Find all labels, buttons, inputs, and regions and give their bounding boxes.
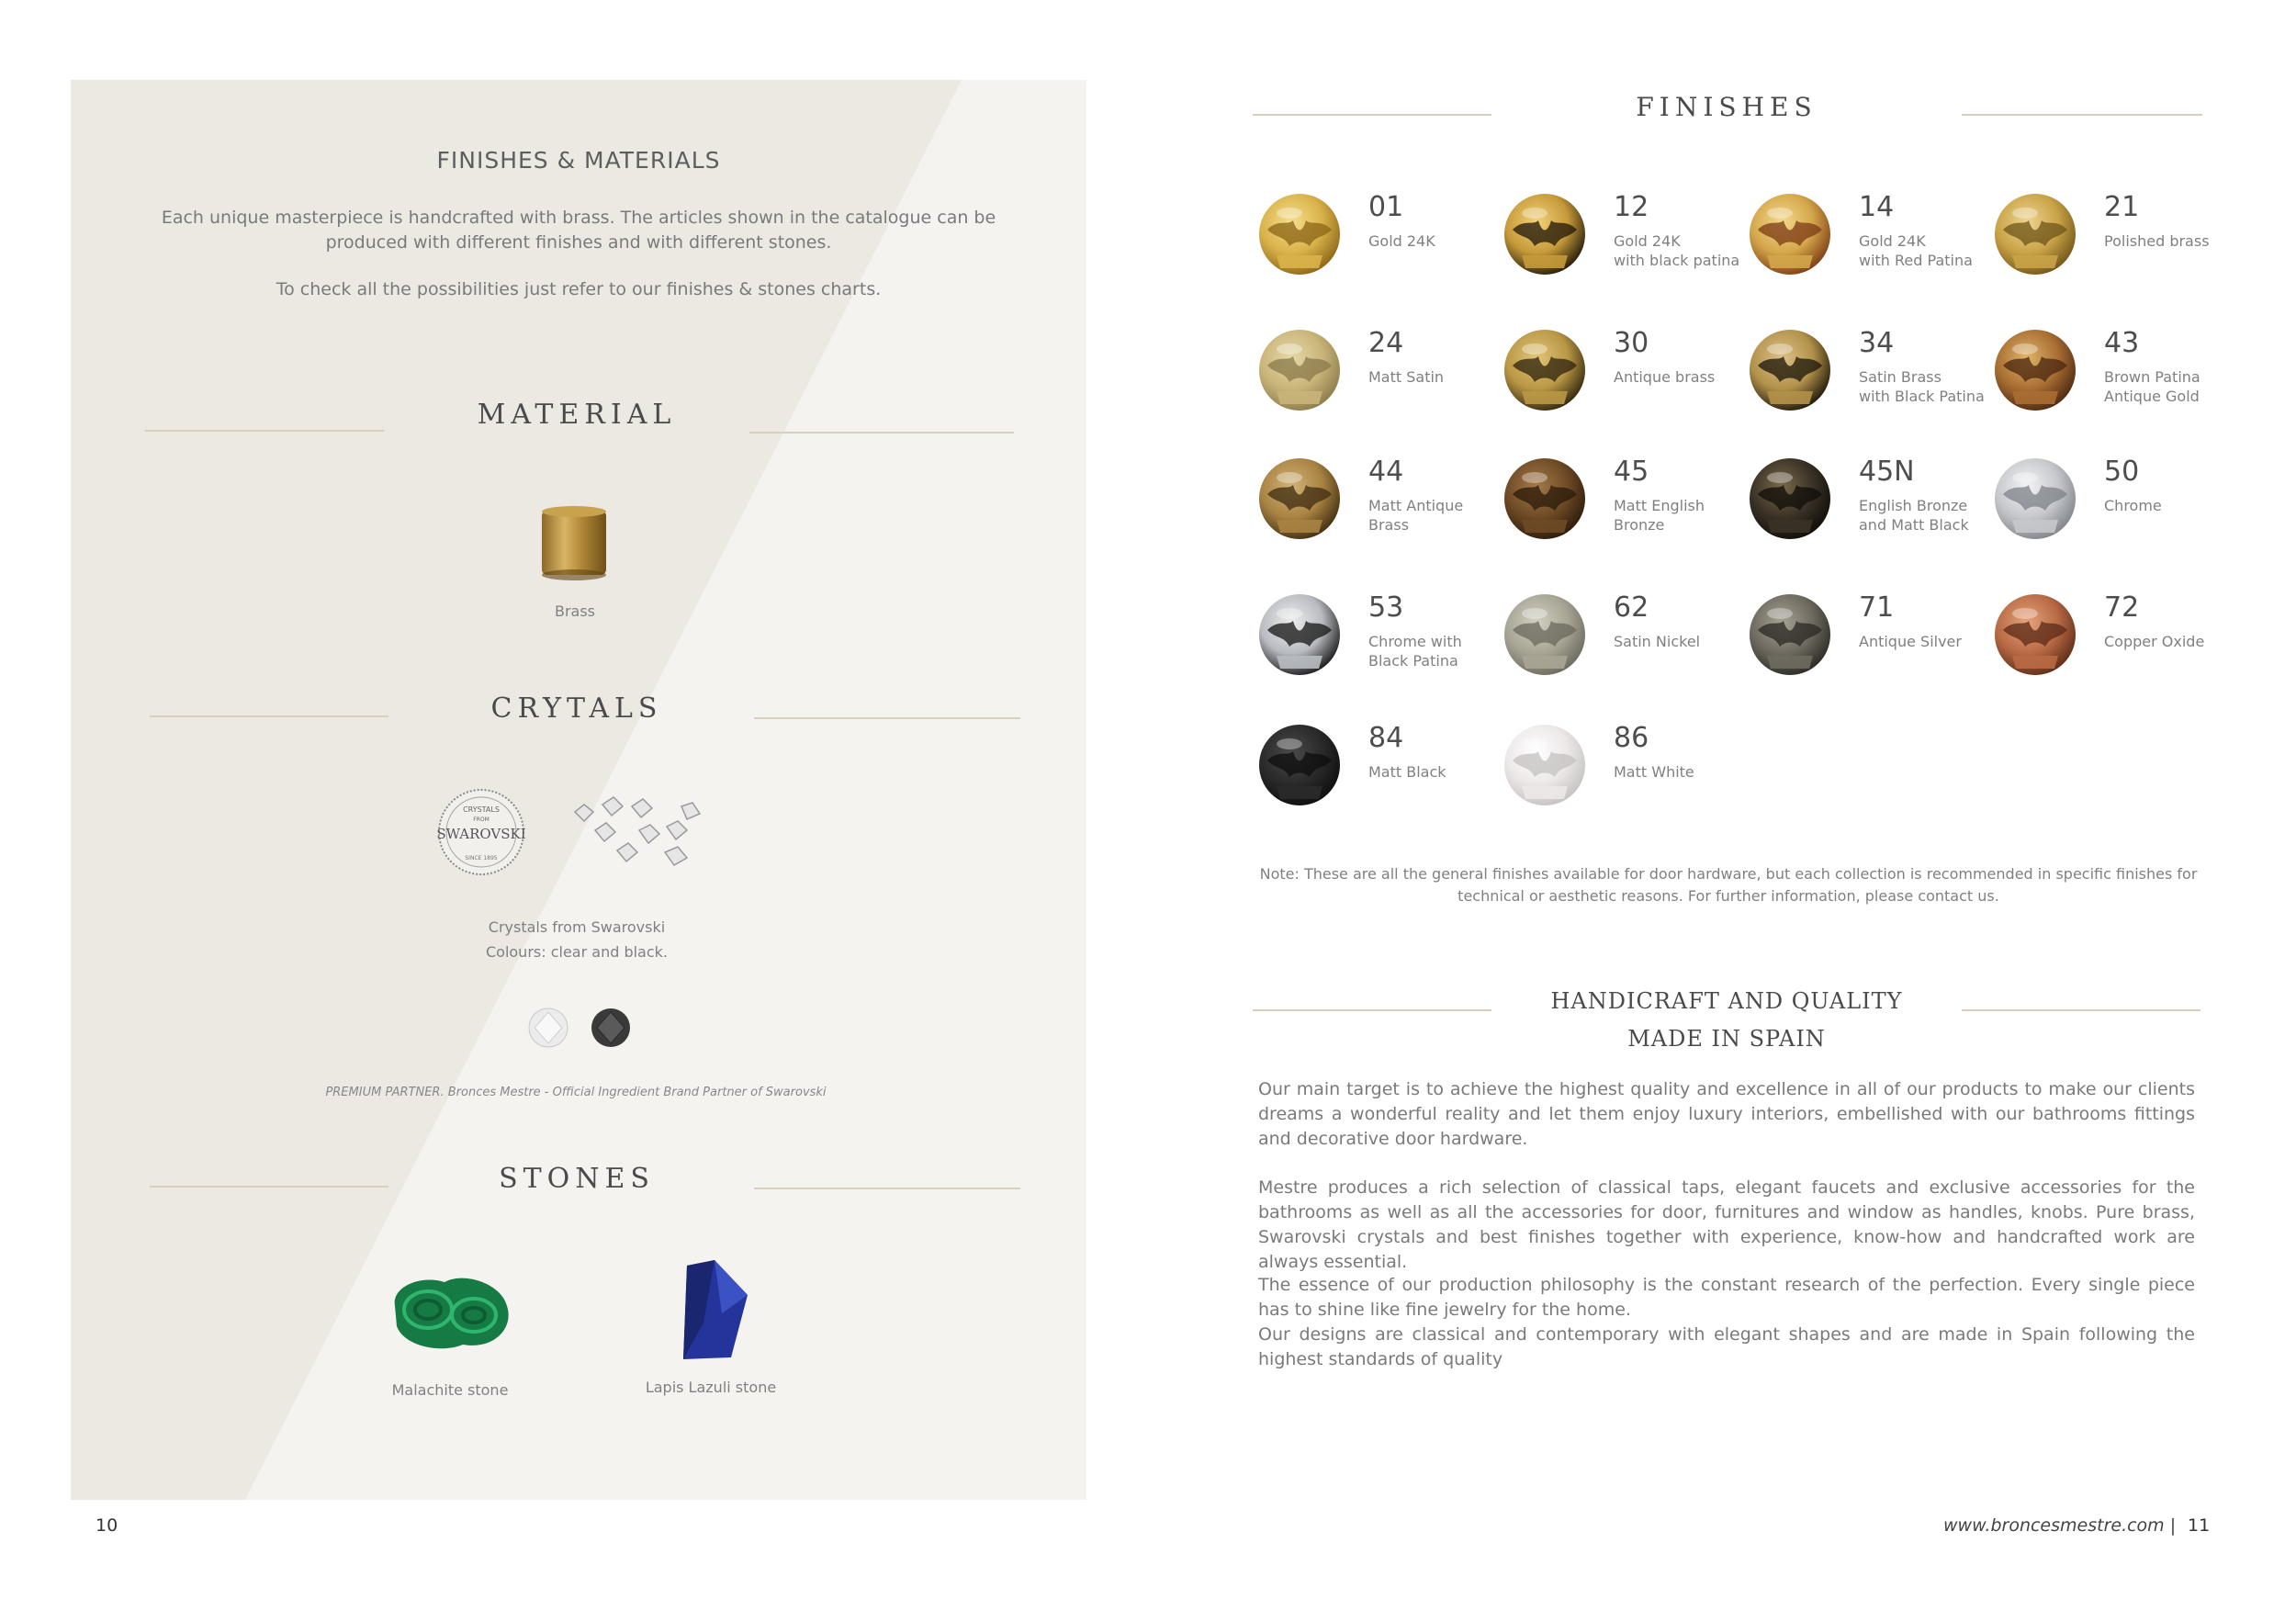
finishes-note-line-1: Note: These are all the general finishes available for door hardware, but each collection is recommended in specific finishes for [1259,865,2198,883]
handicraft-rule-right [1962,1009,2200,1011]
premium-partner-note: PREMIUM PARTNER. Bronces Mestre - Official Ingredient Brand Partner of Swarovski [325,1086,827,1099]
finish-name-12: Gold 24K with black patina [1614,232,1740,269]
finish-swatch-62 [1503,593,1586,676]
stones-rule-right [754,1188,1020,1189]
paragraph-1: Our main target is to achieve the highest quality and excellence in all of our products to make our clients dreams a wonderful reality and let them enjoy luxury interiors, embellished with our bathrooms fittings and decorative door hardware. [1258,1079,2195,1149]
crystals-title: CRYTALS [490,692,663,725]
finish-swatch-72 [1994,593,2077,676]
finish-name-01: Gold 24K [1368,232,1435,250]
svg-text:CRYSTALS: CRYSTALS [463,805,500,814]
finish-code-43: 43 [2104,327,2140,359]
finishes-note-line-2: technical or aesthetic reasons. For further information, please contact us. [1458,887,1999,905]
handicraft-rule-left [1253,1009,1491,1011]
brass-cylinder-image [538,503,610,582]
finish-code-01: 01 [1368,191,1404,223]
finish-code-12: 12 [1614,191,1649,223]
crystal-clear-swatch [527,1007,569,1049]
crystals-rule-right [754,717,1020,719]
finish-code-62: 62 [1614,591,1649,624]
finishes-materials-heading: FINISHES & MATERIALS [436,147,721,174]
finish-name-21: Polished brass [2104,232,2210,250]
finish-code-53: 53 [1368,591,1404,624]
handicraft-title-line-2: MADE IN SPAIN [1627,1026,1826,1052]
malachite-label: Malachite stone [391,1381,509,1399]
svg-text:SINCE 1895: SINCE 1895 [465,855,498,861]
intro-line-2: produced with different finishes and with different stones. [325,232,832,253]
finish-name-53: Chrome with Black Patina [1368,633,1462,670]
intro-line-3: To check all the possibilities just refer to our finishes & stones charts. [276,279,882,299]
finishes-rule-left [1253,114,1491,116]
loose-crystals-image [566,794,709,878]
finish-name-34: Satin Brass with Black Patina [1859,368,1985,405]
finishes-note [1253,863,2204,907]
finish-name-71: Antique Silver [1859,633,1962,650]
finish-swatch-43 [1994,329,2077,411]
finish-name-45: Matt English Bronze [1614,497,1705,534]
finish-code-72: 72 [2104,591,2140,624]
crystals-label-2: Colours: clear and black. [485,943,669,961]
material-title: MATERIAL [477,399,677,431]
finish-swatch-34 [1749,329,1831,411]
paragraph-2: Mestre produces a rich selection of classical taps, elegant faucets and exclusive accessories for the bathrooms as well as all the accessories for door, furnitures and window as handles, knobs. Pure brass, Swarovski crystals and best finishes together with experience, know-how and handcrafted work are always essential. [1258,1177,2195,1272]
finish-swatch-53 [1258,593,1341,676]
finish-name-24: Matt Satin [1368,368,1445,386]
finish-code-24: 24 [1368,327,1404,359]
finish-code-21: 21 [2104,191,2140,223]
website-url[interactable]: www.broncesmestre.com | [1943,1515,2177,1536]
material-rule-right [749,432,1014,433]
finish-name-86: Matt White [1614,763,1694,781]
malachite-stone-image [386,1269,514,1356]
finish-code-71: 71 [1859,591,1895,624]
finish-name-72: Copper Oxide [2104,633,2205,650]
finish-code-30: 30 [1614,327,1649,359]
finish-swatch-12 [1503,193,1586,276]
page-number-left: 10 [96,1515,118,1536]
svg-text:SWAROVSKI: SWAROVSKI [437,826,525,842]
lapis-label: Lapis Lazuli stone [645,1379,777,1396]
finish-swatch-44 [1258,457,1341,540]
finish-code-86: 86 [1614,722,1649,754]
svg-text:FROM: FROM [473,816,490,823]
finish-name-14: Gold 24K with Red Patina [1859,232,1973,269]
finish-name-45N: English Bronze and Matt Black [1859,497,1969,534]
finish-code-84: 84 [1368,722,1404,754]
finish-code-45: 45 [1614,456,1649,488]
finish-swatch-86 [1503,724,1586,806]
finish-name-30: Antique brass [1614,368,1716,386]
finish-name-62: Satin Nickel [1614,633,1701,650]
paragraph-3a: The essence of our production philosophy is the constant research of the perfection. Every single piece has to shine like fine jewelry for the home. [1258,1275,2195,1320]
finish-code-34: 34 [1859,327,1895,359]
finish-name-84: Matt Black [1368,763,1446,781]
lapis-lazuli-stone-image [676,1258,753,1361]
finish-swatch-84 [1258,724,1341,806]
finish-swatch-50 [1994,457,2077,540]
finish-code-50: 50 [2104,456,2140,488]
finish-code-45N: 45N [1859,456,1915,488]
finish-swatch-71 [1749,593,1831,676]
finish-code-14: 14 [1859,191,1895,223]
finish-swatch-21 [1994,193,2077,276]
crystals-rule-left [150,715,388,717]
finish-swatch-45 [1503,457,1586,540]
stones-rule-left [150,1186,388,1188]
finishes-rule-right [1962,114,2202,116]
finish-name-43: Brown Patina Antique Gold [2104,368,2200,405]
handicraft-title-line-1: HANDICRAFT AND QUALITY [1550,988,1903,1014]
swarovski-logo [437,788,525,876]
finish-name-50: Chrome [2104,497,2162,514]
finish-name-44: Matt Antique Brass [1368,497,1464,534]
finish-swatch-14 [1749,193,1831,276]
material-rule-left [145,430,384,432]
finish-swatch-30 [1503,329,1586,411]
crystal-black-swatch [590,1007,632,1049]
page-number-right: 11 [2188,1515,2211,1536]
brass-label: Brass [554,602,596,620]
paragraph-3b: Our designs are classical and contemporary with elegant shapes and are made in Spain following the highest standards of quality [1258,1324,2195,1369]
finishes-title: FINISHES [1636,92,1818,122]
stones-title: STONES [499,1163,655,1195]
finish-swatch-01 [1258,193,1341,276]
crystals-label-1: Crystals from Swarovski [488,918,666,936]
finish-swatch-45N [1749,457,1831,540]
finish-code-44: 44 [1368,456,1404,488]
finish-swatch-24 [1258,329,1341,411]
intro-line-1: Each unique masterpiece is handcrafted with brass. The articles shown in the catalogue can be [161,208,996,228]
intro-text [71,206,1086,255]
